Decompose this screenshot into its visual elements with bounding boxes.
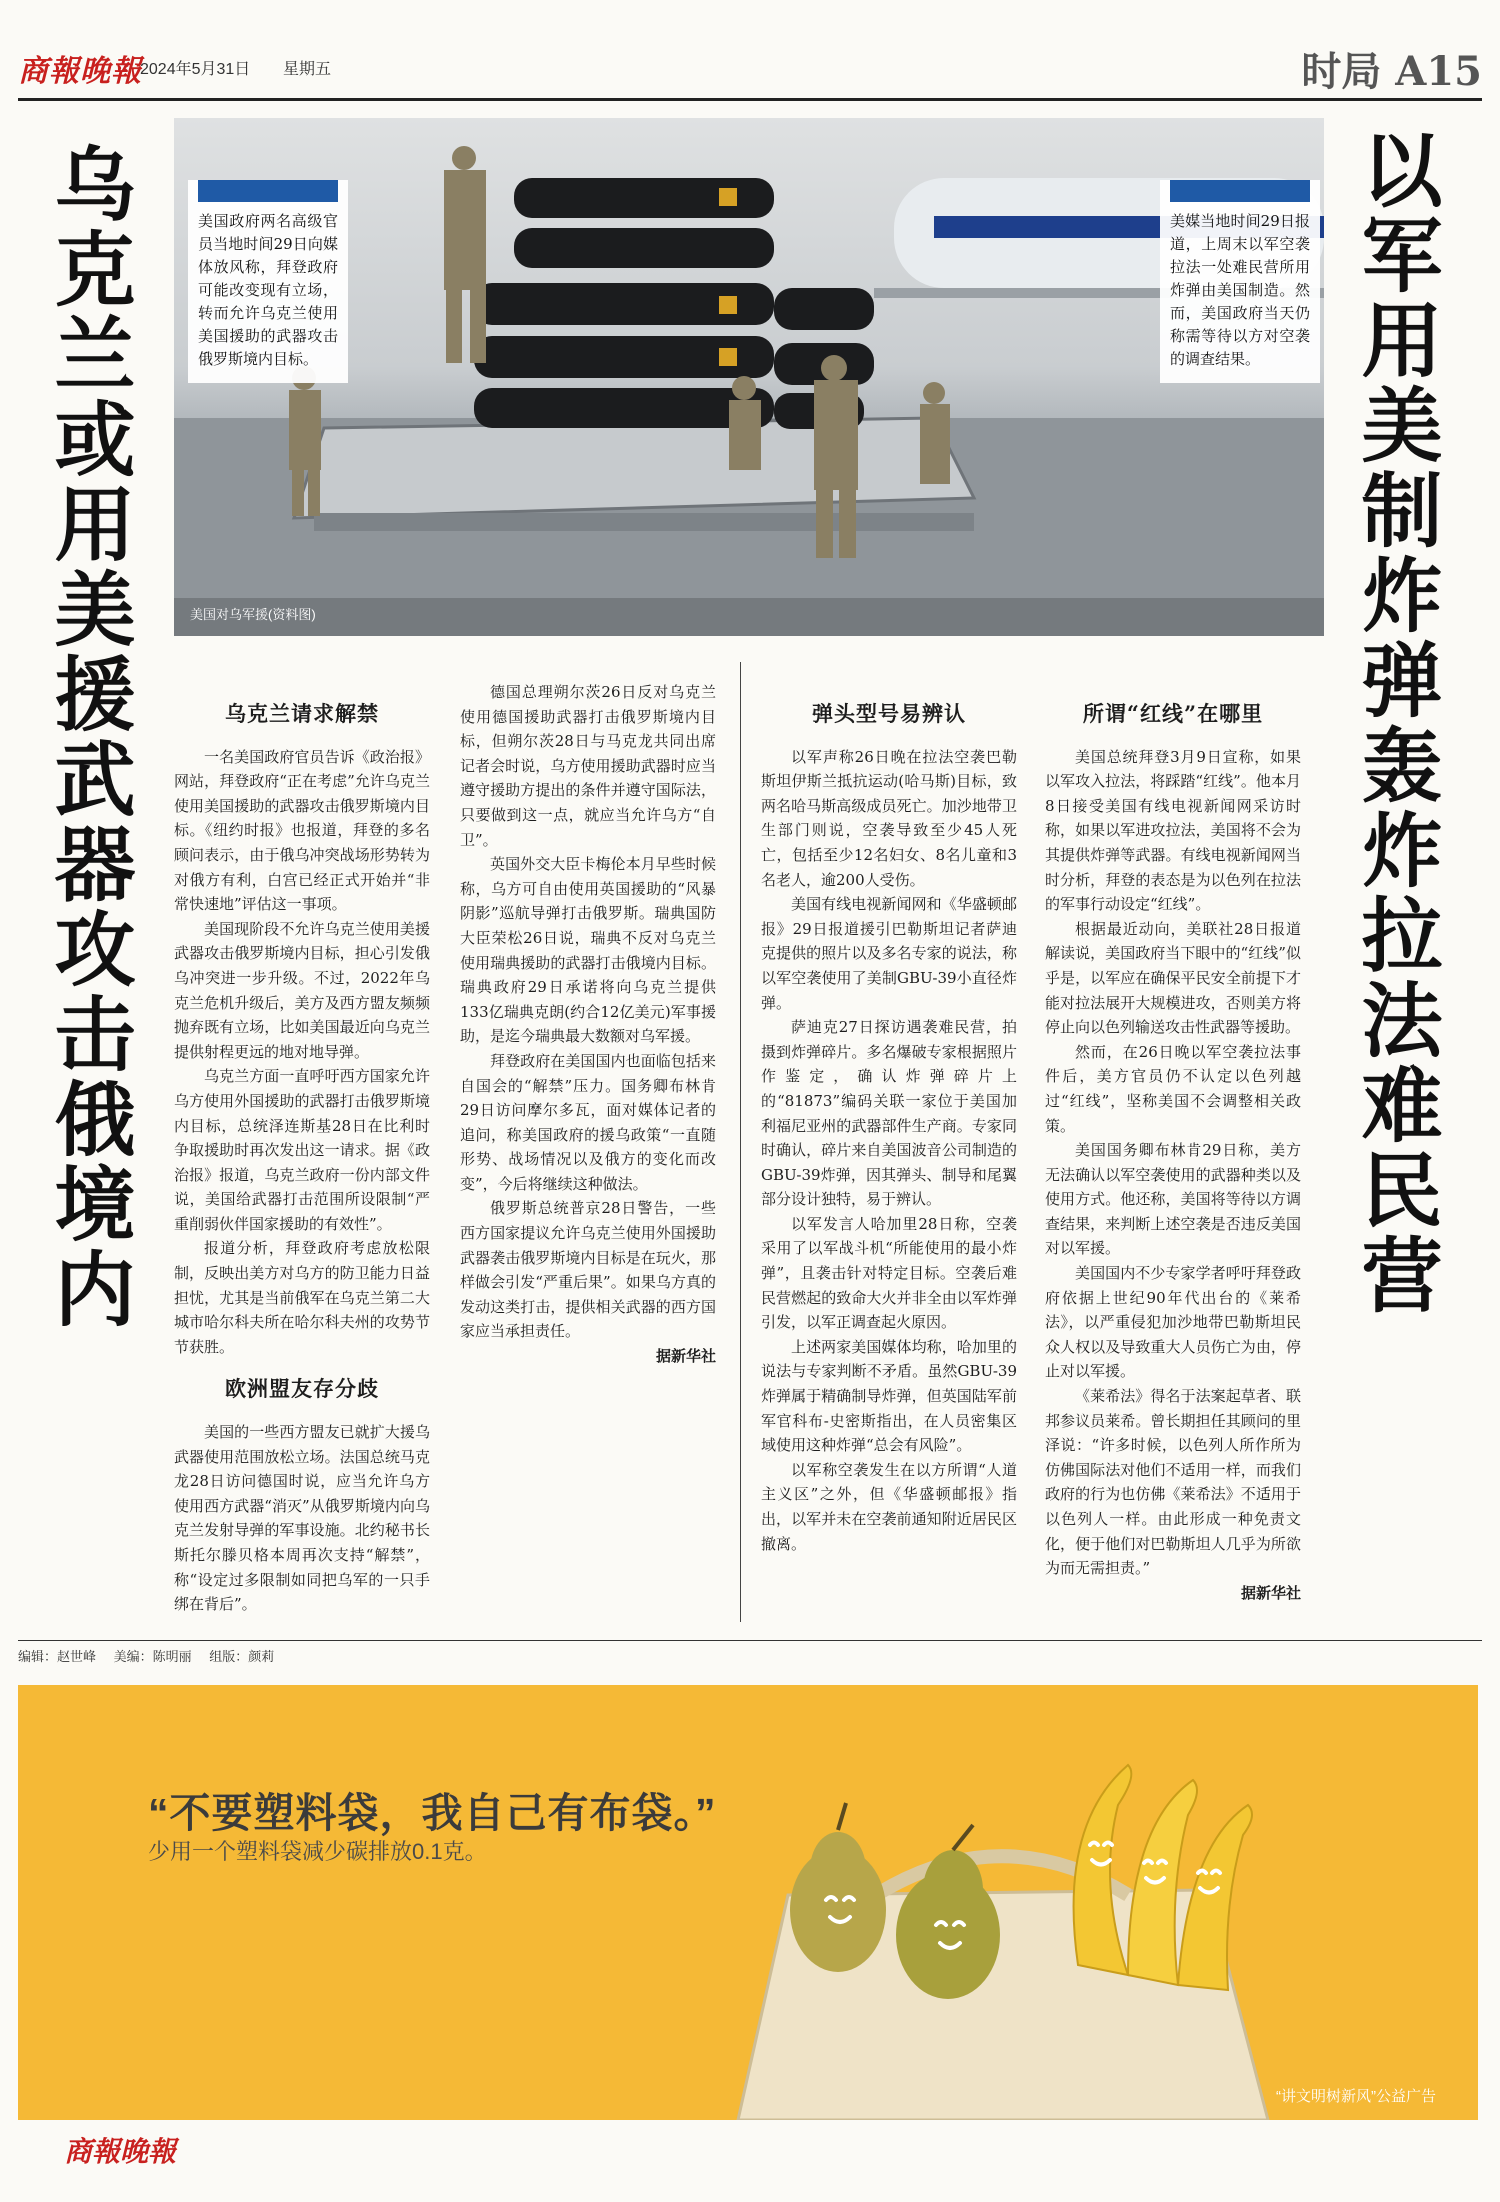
- paragraph: 以军称空袭发生在以方所谓“人道主义区”之外，但《华盛顿邮报》指出，以军并未在空袭前通知附近居民区撤离。: [761, 1460, 1017, 1553]
- article-rafah-column-1: [761, 696, 1017, 1556]
- footer-newspaper-logo: 商報晚報: [64, 2135, 177, 2168]
- ad-subline: 少用一个塑料袋减少碳排放0.1克。: [148, 1839, 487, 1864]
- paragraph: 德国总理朔尔茨26日反对乌克兰使用德国援助武器打击俄罗斯境内目标，但朔尔茨28日与马克龙共同出席记者会时说，乌方使用援助武器时应当遵守援助方提出的条件并遵守国际法，只要做到这一点，就应当允许乌方“自卫”。: [460, 683, 716, 849]
- paragraph: 报道分析，拜登政府考虑放松限制，反映出美方对乌方的防卫能力日益担忧，尤其是当前俄军在乌克兰第二大城市哈尔科夫所在哈尔科夫州的攻势节节获胜。: [174, 1239, 430, 1356]
- paragraph: 根据最近动向，美联社28日报道解读说，美国政府当下眼中的“红线”似乎是，以军应在确保平民安全前提下才能对拉法展开大规模进攻，否则美方将停止向以色列输送攻击性武器等援助。: [1045, 919, 1301, 1037]
- paragraph: 乌克兰方面一直呼吁西方国家允许乌方使用外国援助的武器打击俄罗斯境内目标，总统泽连斯基28日在比利时争取援助时再次发出这一请求。据《政治报》报道，乌克兰政府一份内部文件说，美国给武器打击范围所设限制“严重削弱伙伴国家援助的有效性”。: [174, 1067, 430, 1233]
- article-source: 据新华社: [1240, 1583, 1301, 1602]
- paragraph: 美国的一些西方盟友已就扩大援乌武器使用范围放松立场。法国总统马克龙28日访问德国时说，应当允许乌方使用西方武器“消灭”从俄罗斯境内向乌克兰发射导弹的军事设施。北约秘书长斯托尔滕贝格本周再次支持“解禁”，称“设定过多限制如同把乌军的一只手绑在背后”。: [174, 1423, 430, 1614]
- subheading-europe-allies: 欧洲盟友存分歧: [225, 1376, 379, 1402]
- article-rafah-column-2: [1045, 696, 1301, 1605]
- page-credits: [18, 1646, 288, 1665]
- paragraph: 《莱希法》得名于法案起草者、联邦参议员莱希。曾长期担任其顾问的里泽说：“许多时候，以色列人所作所为仿佛国际法对他们不适用一样，而我们政府的行为也仿佛《莱希法》不适用于以色列人一样。由此形成一种免责文化，便于他们对巴勒斯坦人几乎为所欲为而无需担责。”: [1045, 1387, 1301, 1578]
- section-page-label: 时局 A15: [1301, 48, 1482, 95]
- designer-credit: 美编：陈明丽: [113, 1649, 192, 1664]
- article-source: 据新华社: [655, 1347, 716, 1366]
- paragraph: 然而，在26日晚以军空袭拉法事件后，美方官员仍不认定以色列越过“红线”，坚称美国不会调整相关政策。: [1045, 1042, 1301, 1135]
- paragraph: 美国总统拜登3月9日宣称，如果以军攻入拉法，将踩踏“红线”。他本月8日接受美国有线电视新闻网采访时称，如果以军进攻拉法，美国将不会为其提供炸弹等武器。有线电视新闻网当时分析，拜登的表态是为以色列在拉法的军事行动设定“红线”。: [1045, 747, 1301, 914]
- caption-left-text: 美国政府两名高级官员当地时间29日向媒体放风称，拜登政府可能改变现有立场，转而允许乌克兰使用美国援助的武器攻击俄罗斯境内目标。: [198, 212, 338, 368]
- paragraph: 一名美国政府官员告诉《政治报》网站，拜登政府“正在考虑”允许乌克兰使用美国援助的武器攻击俄罗斯境内目标。《纽约时报》也报道，拜登的多名顾问表示，由于俄乌冲突战场形势转为对俄方有利，白宫已经正式开始并“非常快速地”评估这一事项。: [174, 747, 430, 914]
- paragraph: 以军声称26日晚在拉法空袭巴勒斯坦伊斯兰抵抗运动(哈马斯)目标，致两名哈马斯高级成员死亡。加沙地带卫生部门则说，空袭导致至少45人死亡，包括至少12名妇女、8名儿童和3名老人，逾200人受伤。: [761, 747, 1017, 889]
- masthead-divider: [18, 98, 1482, 101]
- masthead: [18, 40, 1482, 96]
- public-service-ad: [18, 1685, 1478, 2120]
- article-ukraine-column-2: [460, 680, 716, 1369]
- column-divider: [740, 662, 741, 1622]
- paragraph: 英国外交大臣卡梅伦本月早些时候称，乌方可自由使用英国援助的“风暴阴影”巡航导弹打击俄罗斯。瑞典国防大臣荣松26日说，瑞典不反对乌克兰使用瑞典援助的武器打击俄境内目标。瑞典政府29日承诺将向乌克兰提供133亿瑞典克朗(约合12亿美元)军事援助，是迄今瑞典最大数额对乌军援。: [460, 855, 716, 1046]
- paragraph: 俄罗斯总统普京28日警告，一些西方国家提议允许乌克兰使用外国援助武器袭击俄罗斯境内目标是在玩火，那样做会引发“严重后果”。如果乌方真的发动这类打击，提供相关武器的西方国家应当承担责任。: [460, 1199, 716, 1341]
- photo-caption-right: [1160, 180, 1320, 383]
- paragraph: 美国现阶段不允许乌克兰使用美援武器攻击俄罗斯境内目标，担心引发俄乌冲突进一步升级。不过，2022年乌克兰危机升级后，美方及西方盟友频频抛弃既有立场，比如美国最近向乌克兰提供射程更远的地对地导弹。: [174, 919, 430, 1061]
- caption-accent-bar: [198, 180, 338, 202]
- paragraph: 拜登政府在美国国内也面临包括来自国会的“解禁”压力。国务卿布林肯29日访问摩尔多瓦，面对媒体记者的追问，称美国政府的援乌政策“一直随形势、战场情况以及俄方的变化而改变”，今后将继续这种做法。: [460, 1051, 716, 1193]
- headline-rafah: 以军用美制炸弹轰炸拉法难民营: [1348, 128, 1443, 1318]
- subheading-ukraine-request: 乌克兰请求解禁: [225, 701, 379, 726]
- ad-campaign-tag: “讲文明树新风”公益广告: [1276, 2088, 1436, 2105]
- photo-credit: 美国对乌军援(资料图): [190, 607, 316, 622]
- editor-credit: 编辑：赵世峰: [18, 1649, 97, 1664]
- ad-headline: “不要塑料袋，我自己有布袋。”: [148, 1790, 717, 1836]
- subheading-red-line: 所谓“红线”在哪里: [1082, 701, 1264, 726]
- subheading-warhead-model: 弹头型号易辨认: [812, 701, 966, 726]
- layout-credit: 组版：颜莉: [209, 1649, 275, 1664]
- paragraph: 美国国内不少专家学者呼吁拜登政府依据上世纪90年代出台的《莱希法》，以严重侵犯加沙地带巴勒斯坦民众人权以及导致重大人员伤亡为由，停止对以军援。: [1045, 1264, 1301, 1381]
- headline-ukraine: 乌克兰或用美援武器攻击俄境内: [41, 142, 136, 1332]
- paragraph: 萨迪克27日探访遇袭难民营，拍摄到炸弹碎片。多名爆破专家根据照片作鉴定，确认炸弹碎片上的“81873”编码关联一家位于美国加利福尼亚州的武器部件生产商。专家同时确认，碎片来自美国波音公司制造的GBU-39炸弹，因其弹头、制导和尾翼部分设计独特，易于辨认。: [761, 1018, 1017, 1209]
- paragraph: 美国有线电视新闻网和《华盛顿邮报》29日报道援引巴勒斯坦记者萨迪克提供的照片以及多名专家的说法，称以军空袭使用了美制GBU-39小直径炸弹。: [761, 895, 1017, 1012]
- caption-right-text: 美媒当地时间29日报道，上周末以军空袭拉法一处难民营所用炸弹由美国制造。然而，美国政府当天仍称需等待以方对空袭的调查结果。: [1170, 212, 1310, 368]
- photo-caption-left: [188, 180, 348, 383]
- newspaper-logo: 商報晚報: [18, 54, 142, 89]
- ad-illustration: [18, 1685, 1478, 2120]
- credits-divider: [18, 1640, 1482, 1641]
- issue-date: 2024年5月31日: [140, 61, 251, 78]
- caption-accent-bar: [1170, 180, 1310, 202]
- paragraph: 以军发言人哈加里28日称，空袭采用了以军战斗机“所能使用的最小炸弹”，且袭击针对特定目标。空袭后难民营燃起的致命大火并非全由以军炸弹引发，以军正调查起火原因。: [761, 1214, 1017, 1332]
- article-ukraine-column-1: [174, 696, 430, 1617]
- paragraph: 美国国务卿布林肯29日称，美方无法确认以军空袭使用的武器种类以及使用方式。他还称，美国将等待以方调查结果，来判断上述空袭是否违反美国对以军援。: [1045, 1141, 1301, 1258]
- paragraph: 上述两家美国媒体均称，哈加里的说法与专家判断不矛盾。虽然GBU-39炸弹属于精确制导炸弹，但英国陆军前军官科布-史密斯指出，在人员密集区域使用这种炸弹“总会有风险”。: [761, 1337, 1017, 1455]
- issue-weekday: 星期五: [283, 61, 332, 78]
